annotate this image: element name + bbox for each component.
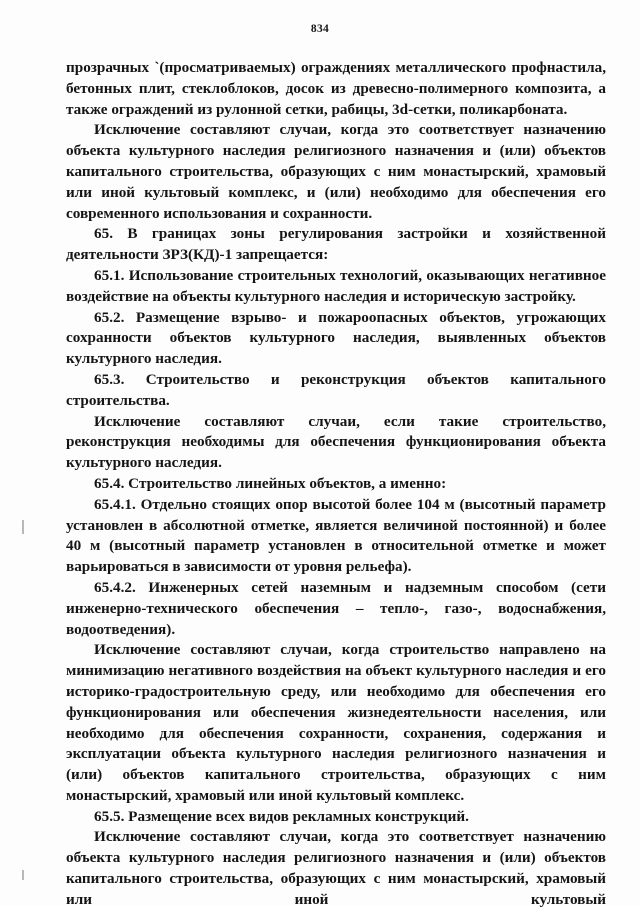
paragraph-exception-religious: Исключение составляют случаи, когда это соответствует назначению объекта культурного наследия религиозного назначения и (или) объектов капитального строительства, образующих с ним монастырский, храмовый или иной культовый комплекс, и (или) необходимо для обеспечения его современного использования и сохранности. [66, 121, 606, 222]
paragraph-item-65-4: 65.4. Строительство линейных объектов, а именно: [94, 474, 447, 492]
paragraph-item-65-4-2: 65.4.2. Инженерных сетей наземным и надземным способом (сети инженерно-технического обеспечения – тепло-, газо-, водоснабжения, водоотведения). [66, 578, 606, 638]
document-body [66, 58, 606, 911]
page-number: 834 [310, 23, 330, 35]
paragraph-item-65-3: 65.3. Строительство и реконструкция объектов капитального строительства. [66, 370, 606, 409]
paragraph-exception-advertising: Исключение составляют случаи, когда это соответствует назначению объекта культурного наследия религиозного назначения и (или) объектов капитального строительства, образующих с ним монастырский, храмовый или иной культовый [66, 828, 606, 908]
paragraph-item-65-2: 65.2. Размещение взрыво- и пожароопасных объектов, угрожающих сохранности объектов культурного наследия, выявленных объектов культурного наследия. [66, 308, 606, 368]
paragraph-exception-networks: Исключение составляют случаи, когда строительство направлено на минимизацию негативного воздействия на объект культурного наследия и его историко-градостроительную среду, или необходимо для обеспечения его функционирования или обеспечения жизнедеятельности населения, или необходимо для обеспечения сохранности, сохранения, содержания и эксплуатации объекта культурного наследия религиозного назначения и (или) объектов капитального строительства, образующих с ним монастырский, храмовый или иной культовый комплекс. [66, 641, 606, 804]
paragraph-item-65: 65. В границах зоны регулирования застройки и хозяйственной деятельности ЗРЗ(КД)-1 запрещается: [66, 225, 606, 264]
paragraph-continuation: прозрачных `(просматриваемых) ограждениях металлического профнастила, бетонных плит, стеклоблоков, досок из древесно-полимерного композита, а также ограждений из рулонной сетки, рабицы, 3d-сетки, поликарбоната. [66, 59, 606, 118]
scan-edge-mark [22, 520, 24, 534]
paragraph-item-65-5: 65.5. Размещение всех видов рекламных конструкций. [94, 807, 469, 825]
scan-edge-mark [22, 870, 24, 880]
paragraph-exception-functioning: Исключение составляют случаи, если такие строительство, реконструкция необходимы для обеспечения функционирования объекта культурного наследия. [66, 412, 606, 472]
paragraph-item-65-1: 65.1. Использование строительных технологий, оказывающих негативное воздействие на объекты культурного наследия и историческую застройку. [66, 266, 606, 305]
paragraph-item-65-4-1: 65.4.1. Отдельно стоящих опор высотой более 104 м (высотный параметр установлен в абсолютной отметке, является величиной постоянной) и более 40 м (высотный параметр установлен в относительной отметке и может варьироваться в зависимости от уровня рельефа). [66, 495, 606, 576]
